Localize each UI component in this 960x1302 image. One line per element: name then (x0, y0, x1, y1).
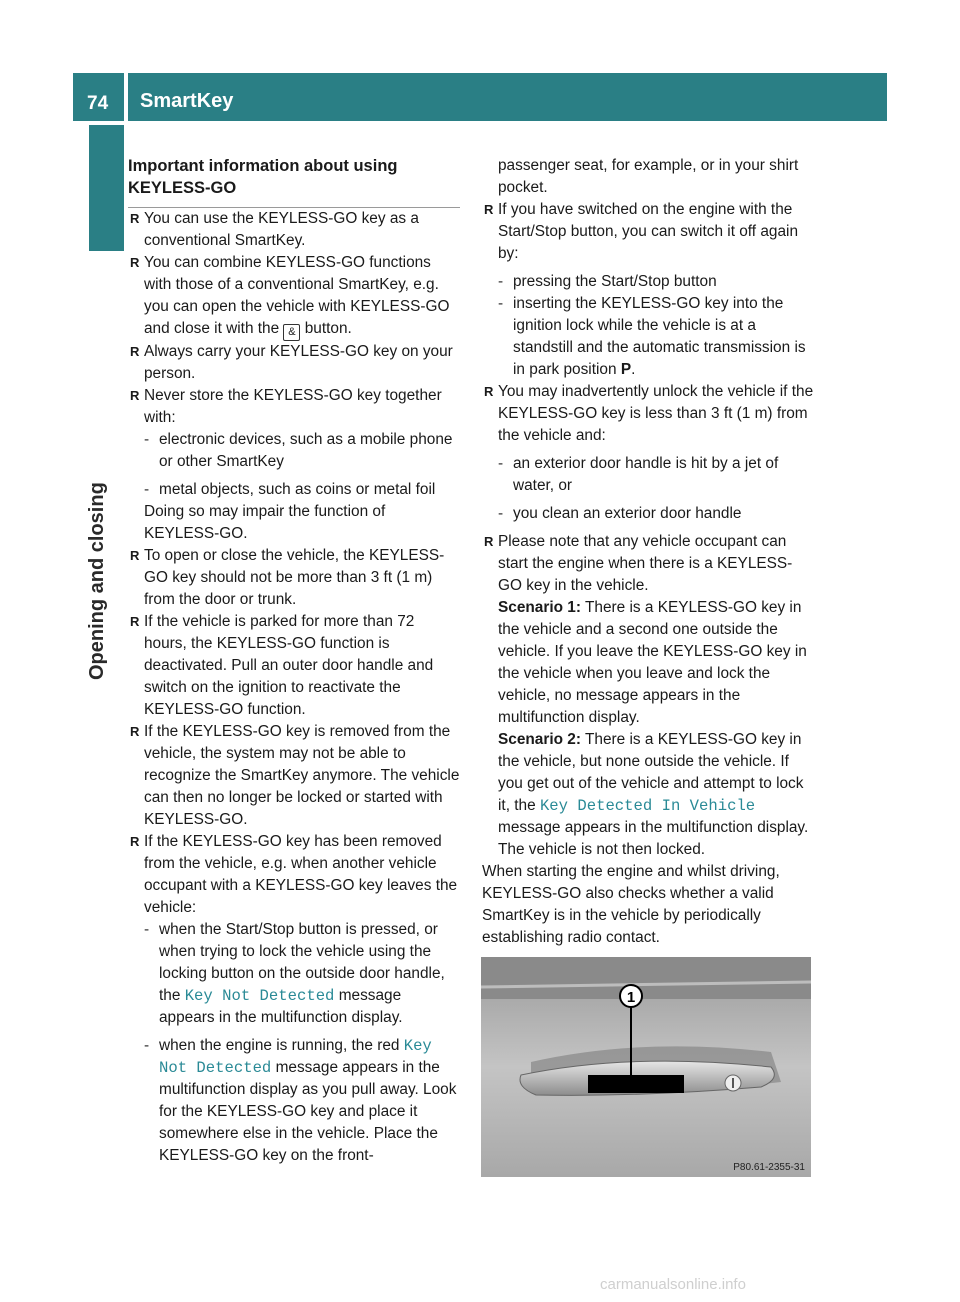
bullet: R Never store the KEYLESS-GO key together with: (128, 385, 460, 429)
dash-text: message appears in the multifunction display. (159, 987, 403, 1026)
dash-item: - electronic devices, such as a mobile phone or other SmartKey (128, 429, 460, 473)
scenario-text: There is a KEYLESS-GO key in the vehicle and a second one outside the vehicle. If you leave the KEYLESS-GO key in the vehicle when you leave and lock the vehicle, no message appears in the multifunction display. (498, 599, 807, 726)
dash-item: - an exterior door handle is hit by a jet of water, or (482, 453, 814, 497)
door-handle-illustration (481, 957, 811, 1177)
side-tab-label: Opening and closing (86, 482, 108, 680)
dash-text: when the engine is running, the red (159, 1037, 400, 1054)
continued-text: passenger seat, for example, or in your shirt pocket. (498, 157, 799, 196)
bullet: R If you have switched on the engine with the Start/Stop button, you can switch it off again by: (482, 199, 814, 265)
body-paragraph: When starting the engine and whilst driving, KEYLESS-GO also checks whether a valid SmartKey is in the vehicle by periodically establishing radio contact. (482, 863, 780, 946)
dash-text: inserting the KEYLESS-GO key into the ignition lock while the vehicle is at a standstill and the automatic transmission is in park position (513, 295, 806, 378)
section-heading: Important information about using KEYLESS-GO (128, 155, 460, 208)
display-message: Key Not Detected (184, 987, 335, 1005)
bullet: R You can use the KEYLESS-GO key as a conventional SmartKey. (128, 208, 460, 252)
scenario-2 (482, 729, 814, 861)
page-title: SmartKey (140, 90, 234, 112)
bullet (128, 252, 460, 341)
dash-item: - metal objects, such as coins or metal foil (128, 479, 460, 501)
park-position-label: P (620, 361, 632, 378)
scenario-1 (482, 597, 814, 729)
bullet: R To open or close the vehicle, the KEYLESS-GO key should not be more than 3 ft (1 m) from the door or trunk. (128, 545, 460, 611)
sensor-surface (588, 1075, 684, 1093)
display-message: Key Detected In Vehicle (539, 797, 756, 815)
bullet-text: button. (304, 320, 352, 337)
header-bar (128, 73, 887, 121)
watermark: carmanualsonline.info (600, 1276, 746, 1293)
scenario-text: There is a KEYLESS-GO key in the vehicle, but none outside the vehicle. If you get out of the vehicle and attempt to lock it, the (498, 731, 804, 814)
bullet: R If the KEYLESS-GO key is removed from the vehicle, the system may not be able to recognize the SmartKey anymore. The vehicle can then no longer be locked or started with KEYLESS-GO. (128, 721, 460, 831)
bullet: R Always carry your KEYLESS-GO key on your person. (128, 341, 460, 385)
bullet: R If the KEYLESS-GO key has been removed from the vehicle, e.g. when another vehicle occupant with a KEYLESS-GO key leaves the vehicle: (128, 831, 460, 919)
side-tab (86, 482, 126, 720)
side-tab-block (89, 125, 124, 251)
dash-item (128, 919, 460, 1029)
bullet: R You may inadvertently unlock the vehicle if the KEYLESS-GO key is less than 3 ft (1 m) from the vehicle and: (482, 381, 814, 447)
dash-item: - you clean an exterior door handle (482, 503, 814, 525)
scenario-text: message appears in the multifunction display. The vehicle is not then locked. (498, 819, 809, 858)
scenario-label: Scenario 2: (498, 731, 581, 748)
dash-item (128, 1035, 460, 1167)
dash-text: when the Start/Stop button is pressed, or when trying to lock the vehicle using the locking button on the outside door handle, the (159, 921, 445, 1004)
left-column (128, 155, 460, 1167)
dash-item: - inserting the KEYLESS-GO key into the ignition lock while the vehicle is at a standstill and the automatic transmission is in park position P. (482, 293, 814, 381)
bullet-note: Doing so may impair the function of KEYLESS-GO. (144, 503, 386, 542)
lock-button-icon: & (283, 324, 300, 341)
right-column (482, 155, 814, 949)
bullet: R Please note that any vehicle occupant can start the engine when there is a KEYLESS-GO key in the vehicle. (482, 531, 814, 597)
door-handle-figure (481, 957, 811, 1177)
bullet-text: You can combine KEYLESS-GO functions with those of a conventional SmartKey, e.g. you can open the vehicle with KEYLESS-GO and close it with the (144, 254, 450, 337)
scenario-label: Scenario 1: (498, 599, 581, 616)
bullet: R If the vehicle is parked for more than 72 hours, the KEYLESS-GO function is deactivated. Pull an outer door handle and switch on the ignition to reactivate the KEYLESS-GO function. (128, 611, 460, 721)
callout-number: 1 (626, 989, 636, 1006)
dash-text: message appears in the multifunction display as you pull away. Look for the KEYLESS-GO key and place it somewhere else in the vehicle. Place the KEYLESS-GO key on the front- (159, 1059, 457, 1164)
display-message: Key Not Detected (159, 1037, 432, 1077)
page-number-box (73, 73, 124, 121)
page-number: 74 (87, 93, 109, 114)
dash-item: - pressing the Start/Stop button (482, 271, 814, 293)
figure-code: P80.61-2355-31 (733, 1162, 805, 1173)
